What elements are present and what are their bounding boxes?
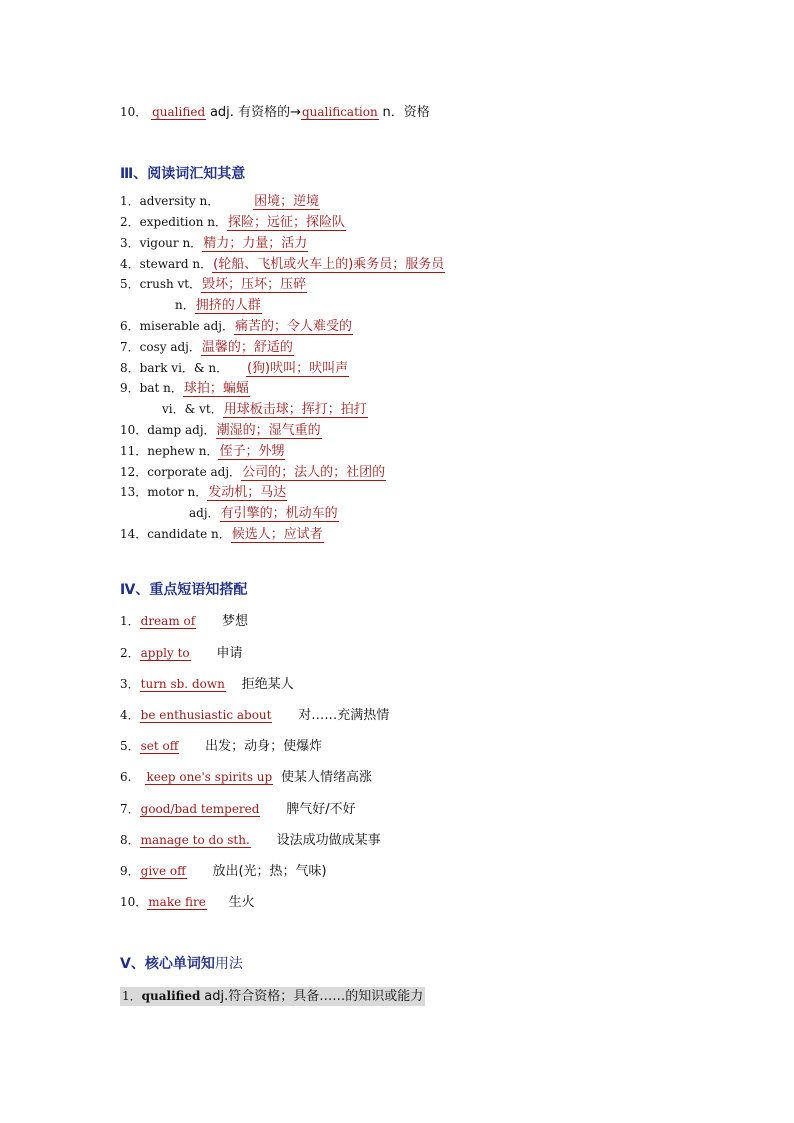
list-item: 10．damp adj．潮湿的；湿气重的 <box>120 423 321 438</box>
answer-blank: dream of <box>140 614 196 628</box>
list-item: 4．steward n．(轮船、飞机或火车上的)乘务员；服务员 <box>120 257 445 272</box>
answer-blank: 困境；逆境 <box>254 194 320 209</box>
list-item: n．拥挤的人群 <box>175 298 261 313</box>
list-item: 1．adversity n． 困境；逆境 <box>120 194 320 209</box>
list-item: 2．apply to 申请 <box>120 646 243 661</box>
answer-blank: set off <box>140 739 179 753</box>
list-item: 11．nephew n．侄子；外甥 <box>120 444 285 459</box>
answer-blank: 潮湿的；湿气重的 <box>216 423 321 438</box>
section-heading-phrases: Ⅳ、重点短语知搭配 <box>120 582 248 598</box>
answer-blank: 有引擎的；机动车的 <box>220 506 338 521</box>
list-item: 8．manage to do sth. 设法成功做成某事 <box>120 833 381 848</box>
list-item: 2．expedition n．探险；远征；探险队 <box>120 215 345 230</box>
answer-blank: 候选人；应试者 <box>231 527 323 542</box>
answer-blank: 侄子；外甥 <box>219 444 285 459</box>
list-item: 6．miserable adj．痛苦的；令人难受的 <box>120 319 353 334</box>
vocab-line-10 <box>120 104 430 121</box>
answer-blank: 发动机；马达 <box>208 485 287 500</box>
section-heading-core-words: Ⅴ、核心单词知用法 <box>120 956 243 972</box>
answer-blank: good/bad tempered <box>140 802 260 816</box>
answer-blank: keep one's spirits up <box>146 770 273 784</box>
answer-blank: be enthusiastic about <box>140 708 272 722</box>
list-item: 7．good/bad tempered 脾气好/不好 <box>120 802 356 817</box>
answer-blank: make fire <box>148 895 206 909</box>
list-item: 9．bat n．球拍；蝙蝠 <box>120 381 249 396</box>
answer-blank: 用球板击球；挥打；拍打 <box>223 402 367 417</box>
answer-blank: 毁坏；压坏；压碎 <box>202 277 307 292</box>
answer-blank: 拥挤的人群 <box>195 298 261 313</box>
list-item: 10．make fire 生火 <box>120 895 255 910</box>
answer-blank: manage to do sth. <box>140 833 250 847</box>
list-item: 13．motor n．发动机；马达 <box>120 485 287 500</box>
list-item: 3．turn sb. down 拒绝某人 <box>120 677 294 692</box>
answer-blank: (狗)吠叫；吠叫声 <box>246 361 349 376</box>
answer-blank: qualified <box>152 105 206 119</box>
definition-text: n．资格 <box>382 105 430 120</box>
section-heading-reading-vocab: Ⅲ、阅读词汇知其意 <box>120 166 246 182</box>
answer-blank: (轮船、飞机或火车上的)乘务员；服务员 <box>213 257 445 272</box>
list-item: 3．vigour n．精力；力量；活力 <box>120 236 308 251</box>
list-item: 9．give off 放出(光；热；气味) <box>120 864 327 879</box>
answer-blank: 痛苦的；令人难受的 <box>235 319 353 334</box>
list-item: vi．& vt．用球板击球；挥打；拍打 <box>162 402 367 417</box>
answer-blank: give off <box>140 864 186 878</box>
answer-blank: 探险；远征；探险队 <box>227 215 345 230</box>
list-item: 14．candidate n．候选人；应试者 <box>120 527 323 542</box>
answer-blank: 温馨的；舒适的 <box>201 340 293 355</box>
answer-blank: 公司的；法人的；社团的 <box>242 465 386 480</box>
answer-blank: turn sb. down <box>140 677 225 691</box>
definition-text: adj. 有资格的→ <box>209 105 301 120</box>
list-item: 1．dream of 梦想 <box>120 614 249 629</box>
item-number: 10． <box>120 105 148 119</box>
core-word-item: 1．qualified adj.符合资格；具备……的知识或能力 <box>122 989 424 1004</box>
list-item: 7．cosy adj．温馨的；舒适的 <box>120 340 293 355</box>
list-item: 4．be enthusiastic about 对……充满热情 <box>120 708 390 723</box>
list-item: 6. keep one's spirits up 使某人情绪高涨 <box>120 770 373 785</box>
list-item: 12．corporate adj．公司的；法人的；社团的 <box>120 465 386 480</box>
answer-blank: apply to <box>140 646 190 660</box>
list-item: adj．有引擎的；机动车的 <box>189 506 338 521</box>
answer-blank: qualification <box>301 105 378 119</box>
list-item: 8．bark vi．& n． (狗)吠叫；吠叫声 <box>120 361 349 376</box>
answer-blank: 球拍；蝙蝠 <box>183 381 249 396</box>
list-item: 5．set off 出发；动身；使爆炸 <box>120 739 323 754</box>
list-item: 5．crush vt．毁坏；压坏；压碎 <box>120 277 307 292</box>
answer-blank: 精力；力量；活力 <box>203 236 308 251</box>
